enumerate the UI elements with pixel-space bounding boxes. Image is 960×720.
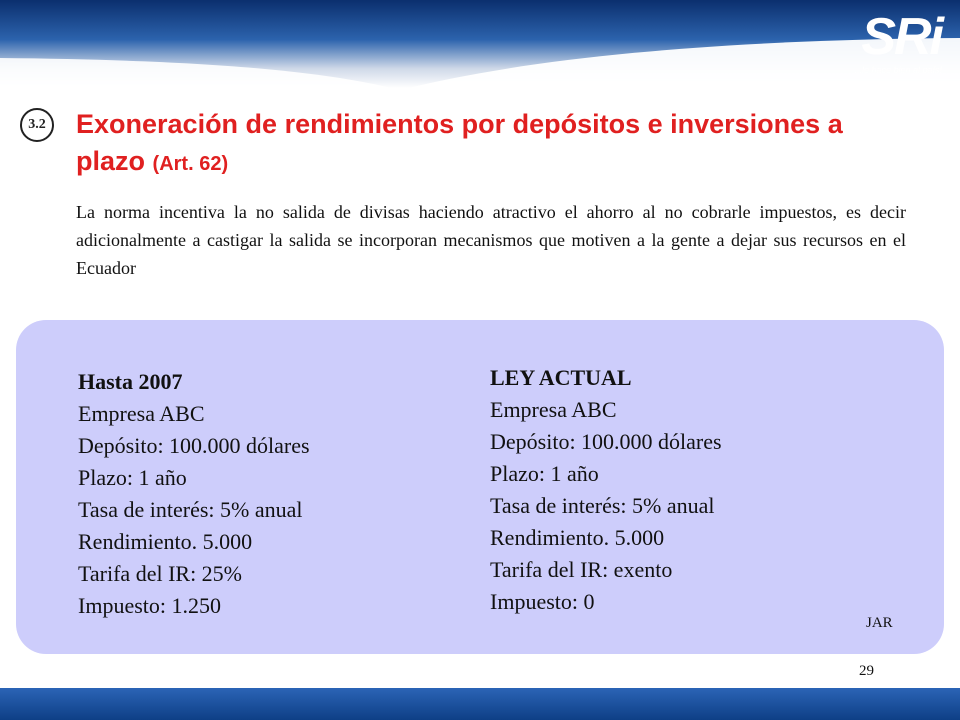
left-row-term: Plazo: 1 año [78,465,187,490]
left-row-company: Empresa ABC [78,401,205,426]
title-main: Exoneración de rendimientos por depósitos e inversiones a plazo [76,109,843,176]
left-row-yield: Rendimiento. 5.000 [78,529,253,554]
right-row-yield: Rendimiento. 5.000 [490,525,665,550]
comparison-left-column [78,366,438,622]
sri-logo-mark: SRi [861,8,942,66]
section-number-badge: 3.2 [20,108,54,142]
page-number: 29 [859,663,874,679]
right-row-term: Plazo: 1 año [490,461,599,486]
right-row-company: Empresa ABC [490,397,617,422]
left-row-tax-rate: Tarifa del IR: 25% [78,561,243,586]
left-column-title: Hasta 2007 [78,369,183,394]
title-article-ref: (Art. 62) [152,153,229,175]
footer-band [0,688,960,720]
left-row-interest-rate: Tasa de interés: 5% anual [78,497,303,522]
right-row-tax: Impuesto: 0 [490,589,595,614]
left-row-deposit: Depósito: 100.000 dólares [78,433,310,458]
author-initials: JAR [866,615,893,631]
sri-logo [832,10,942,78]
right-row-tax-rate: Tarifa del IR: exento [490,557,673,582]
right-column-title: LEY ACTUAL [490,365,632,390]
sri-logo-tagline: ...le hace bien al país! [854,65,942,75]
comparison-right-column [490,362,890,618]
right-row-interest-rate: Tasa de interés: 5% anual [490,493,715,518]
intro-paragraph: La norma incentiva la no salida de divisas haciendo atractivo el ahorro al no cobrarle impuestos, es decir adicionalmente a castigar la salida se incorporan mecanismos que motiven a la gente a dejar sus recursos en el Ecuador [76,202,906,278]
right-row-deposit: Depósito: 100.000 dólares [490,429,722,454]
left-row-tax: Impuesto: 1.250 [78,593,221,618]
page-title [76,106,856,183]
header-wave-decoration [0,0,960,100]
